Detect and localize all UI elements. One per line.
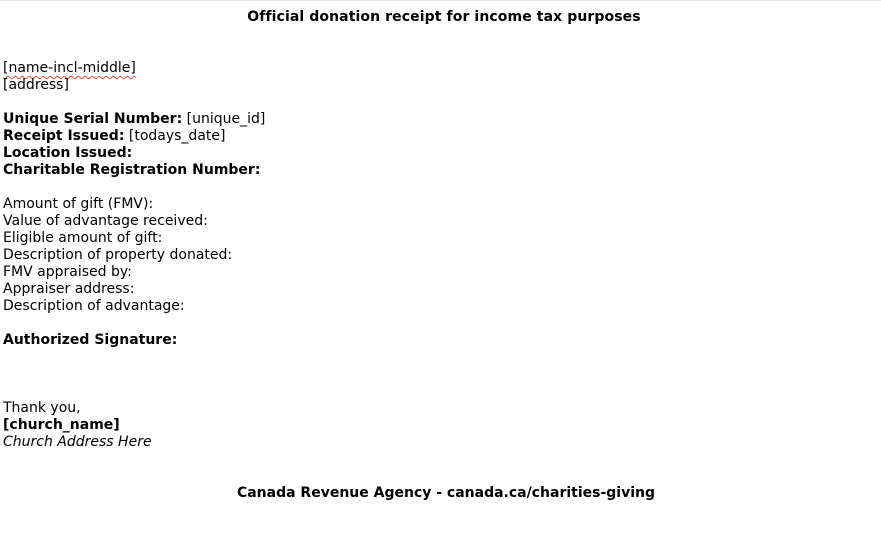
top-divider: [0, 0, 881, 1]
recipient-name-placeholder: [name-incl-middle]: [3, 60, 136, 76]
eligible-amount-label: Eligible amount of gift:: [3, 230, 163, 246]
fmv-appraiser-label: FMV appraised by:: [3, 264, 132, 280]
advantage-description-label: Description of advantage:: [3, 298, 185, 314]
serial-number-row: [3, 111, 265, 128]
receipt-title: Official donation receipt for income tax purposes: [247, 9, 641, 25]
property-description-label: Description of property donated:: [3, 247, 233, 263]
receipt-issued-value: [todays_date]: [128, 128, 226, 144]
receipt-issued-row: [3, 128, 225, 145]
receipt-issued-label: Receipt Issued:: [3, 128, 125, 144]
appraiser-address-label: Appraiser address:: [3, 281, 135, 297]
authorized-signature-label: Authorized Signature:: [3, 332, 178, 348]
serial-number-value: [unique_id]: [186, 111, 266, 127]
thank-you-text: Thank you,: [3, 400, 81, 416]
church-name-placeholder: [church_name]: [3, 417, 120, 433]
cra-footer: Canada Revenue Agency - canada.ca/charities-giving: [236, 485, 656, 501]
advantage-value-label: Value of advantage received:: [3, 213, 208, 229]
gift-amount-label: Amount of gift (FMV):: [3, 196, 154, 212]
church-address: Church Address Here: [3, 434, 152, 450]
recipient-name: [3, 60, 136, 77]
location-issued-label: Location Issued:: [3, 145, 133, 161]
serial-number-label: Unique Serial Number:: [3, 111, 183, 127]
charity-registration-label: Charitable Registration Number:: [3, 162, 261, 178]
recipient-address: [address]: [3, 77, 69, 93]
